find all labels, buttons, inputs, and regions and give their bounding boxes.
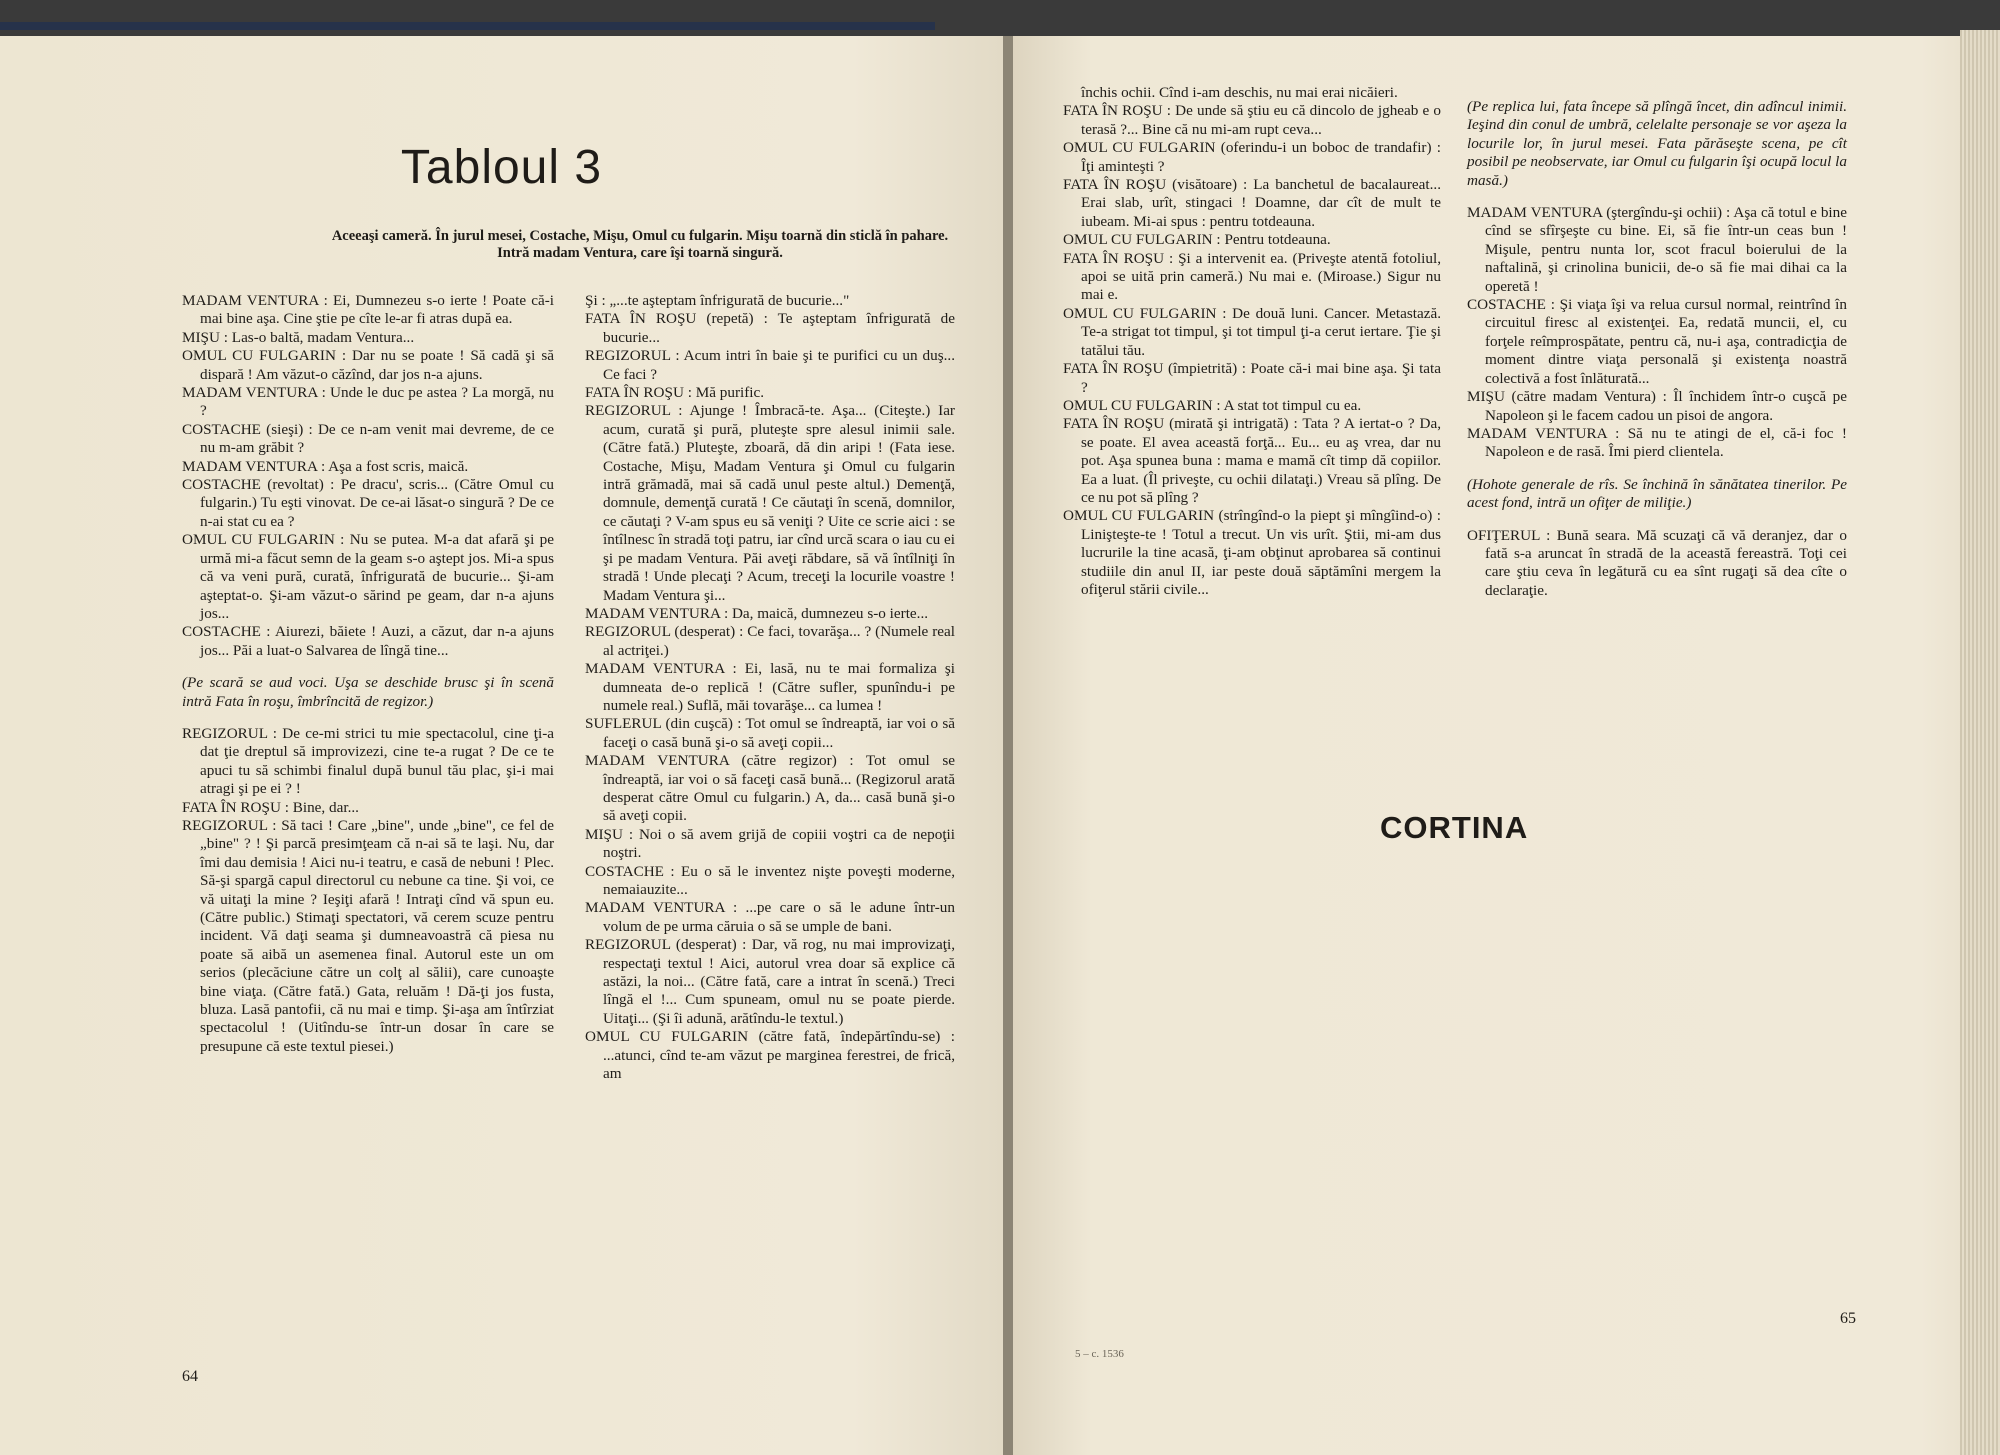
dialogue-line: FATA ÎN ROŞU : Şi a intervenit ea. (Priveşte atentă fotoliul, apoi se uită prin cameră.) Nu mai e. (Miroase.) Sigur nu mai e. xyxy=(1063,249,1441,304)
page-number-left: 64 xyxy=(182,1368,198,1385)
dialogue-line: OMUL CU FULGARIN : Pentru totdeauna. xyxy=(1063,231,1331,249)
dialogue-line: COSTACHE : Şi viaţa îşi va relua cursul normal, reintrînd în circuitul firesc al existenţei. Ea, redată muncii, el, cu forţele reîmprospătate, pentru că, nu-i aşa, contradicţia de moment dintre viaţa personală şi existenţa noastră colectivă a fost înlăturată... xyxy=(1467,296,1847,387)
right-page-column-2 xyxy=(1467,84,1847,600)
dialogue-line: MADAM VENTURA : Ei, Dumnezeu s-o ierte ! Poate că-i mai bine aşa. Cine ştie pe cîte le-ar fi atras după ea. xyxy=(182,292,554,328)
scene-title: Tabloul 3 xyxy=(400,141,603,194)
dialogue-line: REGIZORUL : Ajunge ! Îmbracă-te. Aşa... (Citeşte.) Iar acum, curată şi pură, pluteşte spre alesul inimii sale. (Către fată.) Pluteşte, zboară, dă din aripi ! (Fata iese. Costache, Mişu, Madam Ventura şi Omul cu fulgarin intră grămadă, mai să cadă unul peste altul.) Demenţă, domnule, demenţă curată ! Ce căutaţi în scenă, domnilor, ce căutaţi ? V-am spus eu să veniţi ? Uite ce scrie aici : se întîlnesc în stradă toţi patru, iar cînd urcă scara o iau cu ei şi pe madam Ventura. Păi aveţi răbdare, să vă întîlniţi în stradă ! Unde plecaţi ? Acum, treceţi la locurile voastre ! Madam Ventura şi... xyxy=(585,402,955,604)
stage-direction: (Hohote generale de rîs. Se închină în sănătatea tinerilor. Pe acest fond, intră un ofiţer de miliţie.) xyxy=(1467,475,1847,512)
dialogue-line: REGIZORUL (desperat) : Dar, vă rog, nu mai improvizaţi, respectaţi textul ! Aici, autorul vrea doar să explice că astăzi, la noi... (Către fată, care a intrat în scenă.) Treci lîngă el !... Cum spuneam, omul nu se poate pierde. Uitaţi... (Şi îi adună, arătîndu-le textul.) xyxy=(585,936,955,1027)
dialogue-line: COSTACHE (sieşi) : De ce n-am venit mai devreme, de ce nu m-am grăbit ? xyxy=(182,420,554,457)
dialogue-line: MADAM VENTURA (către regizor) : Tot omul se îndreaptă, iar voi o să faceţi casă bună... (Regizorul arată desperat către Omul cu fulgarin.) A, da... casă bună şi-o să aveţi copii. xyxy=(585,752,955,825)
right-page-column-1 xyxy=(1063,84,1441,599)
dialogue-line: OMUL CU FULGARIN (strîngînd-o la piept şi mîngîind-o) : Linişteşte-te ! Totul a trecut. Un vis urît. Ştii, mi-am dus lucrurile la tine acasă, ţi-am obţinut aprobarea să continui studiile din anul II, iar peste două săptămîni mergem la ofiţerul stării civile... xyxy=(1063,507,1441,598)
dialogue-continuation: închis ochii. Cînd i-am deschis, nu mai erai nicăieri. xyxy=(1081,84,1398,101)
dialogue-line: FATA ÎN ROŞU : De unde să ştiu eu că dincolo de jgheab e o terasă ?... Bine că nu mi-am rupt ceva... xyxy=(1063,102,1441,138)
dialogue-line: MADAM VENTURA : Unde le duc pe astea ? La morgă, nu ? xyxy=(182,384,554,420)
dialogue-line: REGIZORUL : Acum intri în baie şi te purifici cu un duş... Ce faci ? xyxy=(585,347,955,383)
stage-direction: (Pe scară se aud voci. Uşa se deschide brusc şi în scenă intră Fata în roşu, îmbrîncită de regizor.) xyxy=(182,674,554,710)
dialogue-line: FATA ÎN ROŞU : Bine, dar... xyxy=(182,798,359,816)
dialogue-line: FATA ÎN ROŞU (împietrită) : Poate că-i mai bine aşa. Şi tata ? xyxy=(1063,360,1441,396)
dialogue-line: FATA ÎN ROŞU : Mă purific. xyxy=(585,384,765,402)
left-page-column-2 xyxy=(585,292,955,1083)
scene-setting: Aceeaşi cameră. În jurul mesei, Costache, Mişu, Omul cu fulgarin. Mişu toarnă din sticlă în pahare. Intră madam Ventura, care îşi toarnă singură. xyxy=(331,228,949,261)
dialogue-line: MADAM VENTURA : Aşa a fost scris, maică. xyxy=(182,457,469,475)
dialogue-line: MADAM VENTURA : Ei, lasă, nu te mai formaliza şi dumneata de-o replică ! (Către sufler, spunîndu-i pe numele real.) Suflă, măi tovarăşe... ca lumea ! xyxy=(585,660,955,714)
dialogue-line: MIŞU : Las-o baltă, madam Ventura... xyxy=(182,328,415,346)
page-edges xyxy=(1960,30,2000,1455)
dialogue-line: MIŞU (către madam Ventura) : Îl închidem într-o cuşcă pe Napoleon şi le facem cadou un pisoi de angora. xyxy=(1467,388,1847,424)
dialogue-line: OFIŢERUL : Bună seara. Mă scuzaţi că vă deranjez, dar o fată s-a aruncat în stradă de la această fereastră. Toţi cei care ştiu ceva în legătură cu ea sînt rugaţi să dea cîte o declaraţie. xyxy=(1467,526,1847,599)
dialogue-line: REGIZORUL : Să taci ! Care „bine", unde „bine", ce fel de „bine" ? ! Şi parcă presimţeam că n-ai să te laşi. Nu, dar îmi dau demisia ! Aici nu-i teatru, e casă de nebuni ! Plec. Să-şi spargă capul directorul cu nebune ca tine. Şi voi, ce vă uitaţi la mine ? Ieşiţi afară ! Intraţi cînd vă spun eu. (Către public.) Stimaţi spectatori, vă cerem scuze pentru incident. Vă daţi seama şi dumneavoastră că piesa nu poate să aibă un asemenea final. Autorul este un om serios (plecăciune către un colţ al sălii), care cunoaşte bine viaţa. (Către fată.) Gata, reluăm ! Dă-ţi jos fusta, bluza. Lasă pantofii, că nu mai e timp. Şi-aşa am întîrziat spectacolul ! (Uitîndu-se într-un dosar în care se presupune că este textul piesei.) xyxy=(182,816,554,1055)
dialogue-line: MADAM VENTURA : Să nu te atingi de el, că-i foc ! Napoleon e de rasă. Îmi pierd clientela. xyxy=(1467,424,1847,461)
dialogue-line: OMUL CU FULGARIN : Nu se putea. M-a dat afară şi pe urmă mi-a făcut semn de la geam s-o aştept jos. Mi-a spus că va veni pură, curată, înfrigurată de bucurie... Şi-am aşteptat-o. Şi-am văzut-o sărind pe geam, dar n-a ajuns jos... xyxy=(182,531,554,622)
page-number-right: 65 xyxy=(1840,1310,1856,1327)
dialogue-line: REGIZORUL : De ce-mi strici tu mie spectacolul, cine ţi-a dat ţie dreptul să improvizezi, cine te-a rugat ? De ce te apuci tu să schimbi finalul după bunul tău plac, şi-i mai atragi şi pe ei ? ! xyxy=(182,724,554,798)
dialogue-line: MADAM VENTURA : ...pe care o să le adune într-un volum de pe urma căruia o să se umple de bani. xyxy=(585,899,955,935)
book-top-band xyxy=(0,22,935,30)
dialogue-line: Şi : „...te aşteptam înfrigurată de bucurie..." xyxy=(585,292,850,309)
dialogue-line: OMUL CU FULGARIN : Dar nu se poate ! Să cadă şi să dispară ! Am văzut-o căzînd, dar jos n-a ajuns. xyxy=(182,347,554,383)
dialogue-line: REGIZORUL (desperat) : Ce faci, tovarăşa... ? (Numele real al actriţei.) xyxy=(585,623,955,659)
book-gutter xyxy=(1003,36,1013,1455)
dialogue-line: FATA ÎN ROŞU (mirată şi intrigată) : Tata ? A iertat-o ? Da, se poate. El avea această forţă... Eu... eu aş vrea, dar nu pot. Aşa spunea buna : mama e mamă cît timp dă copiilor. Ea a luat. (Îl priveşte, cu ochii dilataţi.) Vreau să plîng. De ce nu pot să plîng ? xyxy=(1063,415,1441,506)
dialogue-line: OMUL CU FULGARIN (către fată, îndepărtîndu-se) : ...atunci, cînd te-am văzut pe marginea ferestrei, de frică, am xyxy=(585,1028,955,1083)
left-page-column-1 xyxy=(182,292,554,1056)
dialogue-line: OMUL CU FULGARIN (oferindu-i un boboc de trandafir) : Îţi aminteşti ? xyxy=(1063,139,1441,175)
dialogue-line: SUFLERUL (din cuşcă) : Tot omul se îndreaptă, iar voi o să faceţi o casă bună şi-o să aveţi copii... xyxy=(585,715,955,751)
dialogue-line: OMUL CU FULGARIN : A stat tot timpul cu ea. xyxy=(1063,396,1362,414)
printer-mark: 5 – c. 1536 xyxy=(1075,1348,1124,1360)
dialogue-line: COSTACHE : Aiurezi, băiete ! Auzi, a căzut, dar n-a ajuns jos... Păi a luat-o Salvarea de lîngă tine... xyxy=(182,623,554,659)
dialogue-line: COSTACHE : Eu o să le inventez nişte poveşti moderne, nemaiauzite... xyxy=(585,862,955,898)
dialogue-line: MADAM VENTURA (ştergîndu-şi ochii) : Aşa că totul e bine cînd se sfîrşeşte cu bine. Ei, să fie într-un ceas bun ! Mişule, pentru nunta lor, scot fracul boierului de la naftalină, şi crinolina bunicii, de-o să fie mai dihai ca la operetă ! xyxy=(1467,204,1847,295)
dialogue-line: MADAM VENTURA : Da, maică, dumnezeu s-o ierte... xyxy=(585,604,929,622)
curtain-heading: CORTINA xyxy=(1380,810,1529,845)
dialogue-line: FATA ÎN ROŞU (visătoare) : La banchetul de bacalaureat... Erai slab, urît, stingaci ! Doamne, dar cît de mult te iubeam. Mi-ai spus : pentru totdeauna. xyxy=(1063,176,1441,230)
dialogue-line: COSTACHE (revoltat) : Pe dracu', scris... (Către Omul cu fulgarin.) Tu eşti vinovat. De ce-ai lăsat-o singură ? De ce n-ai stat cu ea ? xyxy=(182,476,554,530)
stage-direction: (Pe replica lui, fata începe să plîngă încet, din adîncul inimii. Ieşind din conul de umbră, celelalte personaje se vor aşeza la locurile lor, în jurul mesei. Fata părăseşte scena, pe cît posibil pe neobservate, iar Omul cu fulgarin îşi ocupă locul la masă.) xyxy=(1467,98,1847,189)
dialogue-line: FATA ÎN ROŞU (repetă) : Te aşteptam înfrigurată de bucurie... xyxy=(585,310,955,346)
dialogue-line: OMUL CU FULGARIN : De două luni. Cancer. Metastază. Te-a strigat tot timpul, şi tot timpul ţi-a cerut iertare. Ţie şi tatălui tău. xyxy=(1063,304,1441,359)
dialogue-line: MIŞU : Noi o să avem grijă de copiii voştri ca de nepoţii noştri. xyxy=(585,825,955,862)
